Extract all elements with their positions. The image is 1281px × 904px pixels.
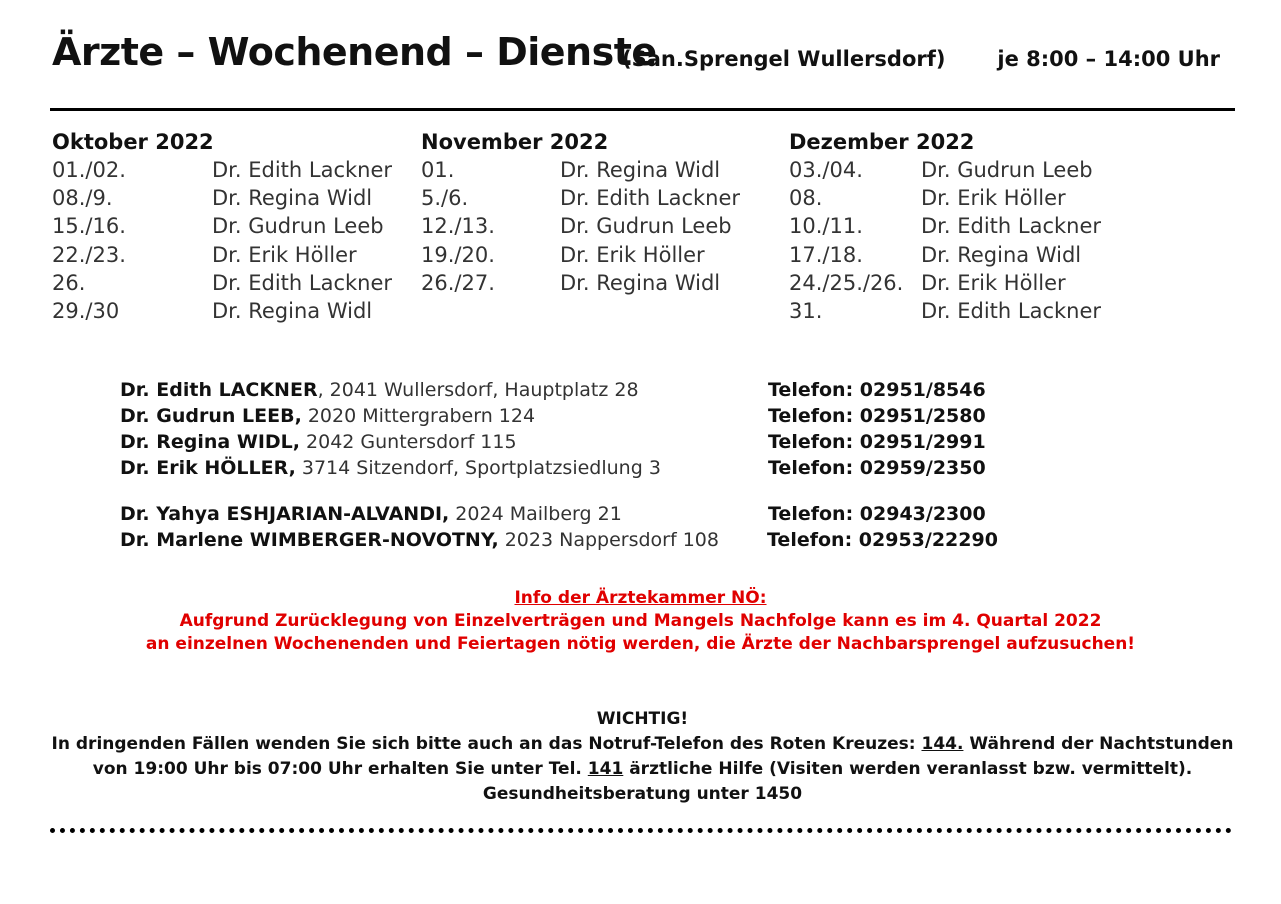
service-hours: je 8:00 – 14:00 Uhr (997, 47, 1220, 71)
schedule-entry (421, 212, 781, 240)
schedule-entry (789, 212, 1149, 240)
schedule-entry (789, 269, 1149, 297)
entry-doctor: Dr. Gudrun Leeb (921, 158, 1093, 182)
schedule-entry (52, 156, 412, 184)
entry-doctor: Dr. Regina Widl (212, 298, 373, 323)
important-notice (0, 707, 1281, 807)
month-heading: Dezember 2022 (789, 130, 975, 154)
contact-address: 2042 Guntersdorf 115 (299, 431, 517, 453)
important-text: Während der Nachtstunden (963, 734, 1234, 754)
notice-heading: Info der Ärztekammer NÖ: (514, 588, 767, 608)
entry-date: 10./11. (789, 214, 863, 239)
entry-date: 5./6. (421, 186, 469, 211)
important-heading: WICHTIG! (596, 709, 689, 729)
entry-date: 01. (421, 158, 455, 182)
important-text: von 19:00 Uhr bis 07:00 Uhr erhalten Sie unter Tel. (92, 759, 588, 779)
contact-phone: Telefon: 02951/8546 (768, 379, 986, 401)
schedule-entry (52, 241, 412, 269)
entry-date: 31. (789, 298, 823, 323)
entry-date: 26./27. (421, 270, 495, 295)
contact-phone: Telefon: 02959/2350 (768, 457, 986, 479)
entry-date: 01./02. (52, 158, 126, 182)
contact-address: 2023 Nappersdorf 108 (498, 529, 719, 551)
contact-phone: Telefon: 02953/22290 (767, 529, 998, 551)
contact-spacer (120, 481, 1020, 501)
entry-date: 22./23. (52, 242, 126, 267)
emergency-number: 144. (921, 734, 964, 754)
contact-address: 2020 Mittergrabern 124 (301, 405, 536, 427)
contact-address: , 2041 Wullersdorf, Hauptplatz 28 (317, 379, 639, 401)
contact-row (120, 429, 1020, 455)
footer-divider (50, 828, 1232, 833)
entry-doctor: Dr. Edith Lackner (560, 186, 741, 211)
entry-date: 29./30 (52, 298, 120, 323)
contact-name: Dr. Gudrun LEEB, (120, 405, 302, 427)
chamber-notice (0, 587, 1281, 656)
contact-phone: Telefon: 02951/2580 (768, 405, 986, 427)
entry-date: 12./13. (421, 214, 495, 239)
schedule-entry (789, 241, 1149, 269)
entry-doctor: Dr. Erik Höller (560, 242, 705, 267)
entry-doctor: Dr. Edith Lackner (921, 298, 1102, 323)
entry-doctor: Dr. Gudrun Leeb (212, 214, 384, 239)
contact-row (120, 501, 1020, 527)
important-line (0, 732, 1281, 757)
schedule-entry (52, 212, 412, 240)
contact-name: Dr. Marlene WIMBERGER-NOVOTNY, (120, 529, 499, 551)
contact-row (120, 377, 1020, 403)
page-header (52, 30, 1222, 82)
month-heading: November 2022 (421, 130, 609, 154)
entry-date: 17./18. (789, 242, 863, 267)
health-advice-line: Gesundheitsberatung unter 1450 (482, 784, 803, 804)
notice-line: an einzelnen Wochenenden und Feiertagen nötig werden, die Ärzte der Nachbarsprengel aufzusuchen! (145, 634, 1136, 654)
entry-date: 15./16. (52, 214, 126, 239)
month-column-october (52, 128, 412, 325)
schedule-entry (421, 156, 781, 184)
contact-phone: Telefon: 02943/2300 (768, 503, 986, 525)
contact-name: Dr. Regina WIDL, (120, 431, 300, 453)
schedule-entry (789, 297, 1149, 325)
page-subtitle: (San.Sprengel Wullersdorf) (622, 47, 946, 71)
entry-date: 03./04. (789, 158, 863, 182)
schedule-entry (421, 241, 781, 269)
entry-date: 08./9. (52, 186, 113, 211)
entry-doctor: Dr. Erik Höller (921, 270, 1066, 295)
entry-doctor: Dr. Edith Lackner (212, 270, 393, 295)
entry-date: 24./25./26. (789, 270, 904, 295)
contact-address: 2024 Mailberg 21 (449, 503, 622, 525)
notice-line: Aufgrund Zurücklegung von Einzelverträgen und Mangels Nachfolge kann es im 4. Quartal 2022 (179, 611, 1102, 631)
month-heading: Oktober 2022 (52, 130, 214, 154)
schedule-entry (789, 156, 1149, 184)
entry-doctor: Dr. Regina Widl (212, 186, 373, 211)
entry-doctor: Dr. Gudrun Leeb (560, 214, 732, 239)
header-divider (50, 108, 1235, 111)
entry-doctor: Dr. Edith Lackner (212, 158, 393, 182)
contact-row (120, 455, 1020, 481)
contact-name: Dr. Erik HÖLLER, (120, 457, 296, 479)
entry-doctor: Dr. Regina Widl (560, 158, 721, 182)
schedule-entry (52, 297, 412, 325)
entry-doctor: Dr. Regina Widl (921, 242, 1082, 267)
month-column-december (789, 128, 1149, 325)
month-column-november (421, 128, 781, 297)
entry-doctor: Dr. Edith Lackner (921, 214, 1102, 239)
entry-doctor: Dr. Erik Höller (212, 242, 357, 267)
contact-row (120, 403, 1020, 429)
important-text: In dringenden Fällen wenden Sie sich bitte auch an das Notruf-Telefon des Roten Kreuzes: (51, 734, 922, 754)
contact-address: 3714 Sitzendorf, Sportplatzsiedlung 3 (295, 457, 661, 479)
page-title: Ärzte – Wochenend – Dienste (52, 30, 657, 74)
schedule-entry (789, 184, 1149, 212)
doctor-contacts (120, 377, 1020, 553)
contact-row (120, 527, 1020, 553)
important-text: ärztliche Hilfe (Visiten werden veranlasst bzw. vermittelt). (623, 759, 1193, 779)
schedule-entry (52, 269, 412, 297)
entry-doctor: Dr. Erik Höller (921, 186, 1066, 211)
contact-name: Dr. Edith LACKNER (120, 379, 318, 401)
night-number: 141 (587, 759, 624, 779)
contact-phone: Telefon: 02951/2991 (768, 431, 986, 453)
contact-name: Dr. Yahya ESHJARIAN-ALVANDI, (120, 503, 450, 525)
entry-date: 08. (789, 186, 823, 211)
schedule-entry (52, 184, 412, 212)
schedule-entry (421, 184, 781, 212)
entry-date: 26. (52, 270, 86, 295)
entry-doctor: Dr. Regina Widl (560, 270, 721, 295)
important-line (0, 757, 1281, 782)
entry-date: 19./20. (421, 242, 495, 267)
schedule-entry (421, 269, 781, 297)
